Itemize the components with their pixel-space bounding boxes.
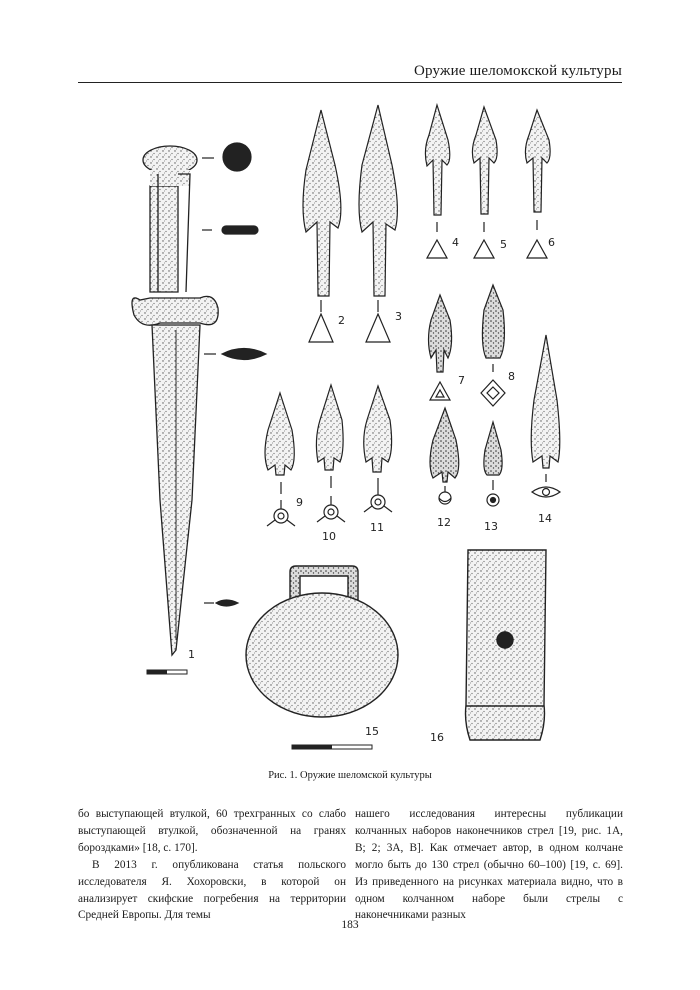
figure-label-8: 8	[508, 370, 515, 383]
whetstone-drawing	[466, 550, 547, 740]
dagger-drawing	[132, 146, 218, 655]
figure-caption: Рис. 1. Оружие шеломской культуры	[268, 770, 432, 781]
figure-label-15: 15	[365, 725, 379, 738]
figure-label-7: 7	[458, 374, 465, 387]
paragraph: нашего исследования интересны публикации колчанных наборов наконечников стрел [19, рис. 1А, В; 2; 3А, В]. Как отмечает автор, в одном колчане могло быть до 130 стрел (обычно 60–100) [19, с. 69]. Из приведенного на рисунках материала видно, что в одном колчанном наборе были стрелы с наконечниками разных	[355, 808, 623, 922]
arrowhead-2	[303, 110, 341, 342]
figure-label-13: 13	[484, 520, 498, 533]
figure-label-16: 16	[430, 731, 444, 744]
arrowhead-12	[430, 408, 459, 504]
figure-label-4: 4	[452, 236, 459, 249]
arrowhead-9	[265, 393, 295, 526]
dagger-sections	[202, 143, 266, 606]
paragraph: В 2013 г. опубликована статья польского исследователя Я. Хохоровски, в которой он анализирует скифские погребения на территории Средней Европы. Для темы	[78, 858, 346, 922]
figure-label-11: 11	[370, 521, 384, 534]
figure-label-9: 9	[296, 496, 303, 509]
figure-label-6: 6	[548, 236, 555, 249]
figure-label-1: 1	[188, 648, 195, 661]
paragraph: бо выступающей втулкой, 60 трехгранных со слабо выступающей втулкой, обозначенной на гранях бороздками» [18, с. 170].	[78, 808, 346, 854]
figure-label-10: 10	[322, 530, 336, 543]
body-column-left	[78, 806, 346, 924]
arrowhead-3	[359, 105, 397, 342]
arrowhead-6	[525, 110, 550, 258]
arrowhead-4	[425, 105, 449, 258]
plaque-drawing	[246, 566, 398, 717]
figure-label-5: 5	[500, 238, 507, 251]
body-column-right	[355, 806, 623, 924]
plaque-scale-bar	[292, 745, 372, 749]
arrowhead-7	[429, 295, 452, 400]
dagger-scale-bar	[147, 670, 187, 674]
arrowhead-5	[472, 107, 497, 258]
figure-label-12: 12	[437, 516, 451, 529]
arrowhead-8	[481, 285, 505, 406]
figure-label-14: 14	[538, 512, 552, 525]
arrowhead-14	[531, 335, 560, 497]
arrowhead-13	[484, 422, 502, 506]
figure-label-2: 2	[338, 314, 345, 327]
figure-label-3: 3	[395, 310, 402, 323]
arrowhead-10	[316, 385, 345, 522]
page-header-title: Оружие шеломокской культуры	[413, 63, 622, 79]
page-number: 183	[341, 919, 359, 931]
arrowhead-11	[364, 386, 392, 512]
